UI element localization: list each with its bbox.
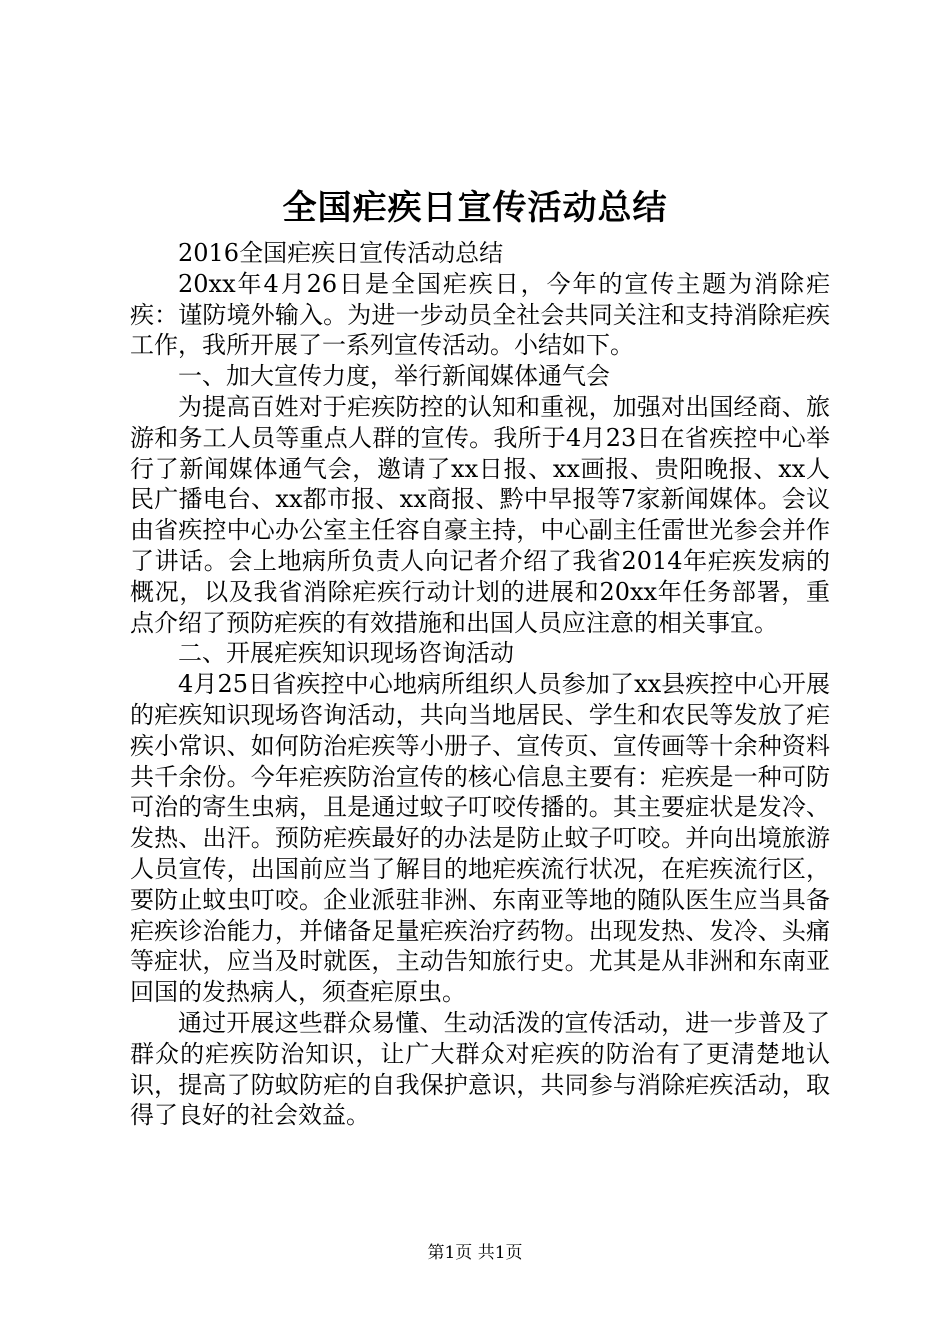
subtitle-paragraph: 2016全国疟疾日宣传活动总结 bbox=[178, 239, 504, 267]
section-heading-2: 二、开展疟疾知识现场咨询活动 bbox=[178, 639, 514, 668]
conclusion-paragraph: 通过开展这些群众易懂、生动活泼的宣传活动，进一步普及了群众的疟疾防治知识，让广大群众对疟疾的防治有了更清楚地认识，提高了防蚊防疟的自我保护意识，共同参与消除疟疾活动，取得了良好的社会效益。 bbox=[130, 1008, 830, 1130]
page-number-footer: 第1页 共1页 bbox=[427, 1243, 523, 1263]
section-heading-1: 一、加大宣传力度，举行新闻媒体通气会 bbox=[178, 362, 610, 391]
section-2-paragraph: 4月25日省疾控中心地病所组织人员参加了xx县疾控中心开展的疟疾知识现场咨询活动，共向当地居民、学生和农民等发放了疟疾小常识、如何防治疟疾等小册子、宣传页、宣传画等十余种资料共千余份。今年疟疾防治宣传的核心信息主要有：疟疾是一种可防可治的寄生虫病，且是通过蚊子叮咬传播的。其主要症状是发冷、发热、出汗。预防疟疾最好的办法是防止蚊子叮咬。并向出境旅游人员宣传，出国前应当了解目的地疟疾流行状况，在疟疾流行区，要防止蚊虫叮咬。企业派驻非洲、东南亚等地的随队医生应当具备疟疾诊治能力，并储备足量疟疾治疗药物。出现发热、发冷、头痛等症状，应当及时就医，主动告知旅行史。尤其是从非洲和东南亚回国的发热病人，须查疟原虫。 bbox=[130, 670, 830, 1007]
document-body bbox=[130, 238, 830, 1131]
intro-paragraph: 20xx年4月26日是全国疟疾日，今年的宣传主题为消除疟疾：谨防境外输入。为进一步动员全社会共同关注和支持消除疟疾工作，我所开展了一系列宣传活动。小结如下。 bbox=[130, 269, 830, 360]
document-title: 全国疟疾日宣传活动总结 bbox=[282, 188, 668, 228]
section-1-paragraph: 为提高百姓对于疟疾防控的认知和重视，加强对出国经商、旅游和务工人员等重点人群的宣传。我所于4月23日在省疾控中心举行了新闻媒体通气会，邀请了xx日报、xx画报、贵阳晚报、xx人民广播电台、xx都市报、xx商报、黔中早报等7家新闻媒体。会议由省疾控中心办公室主任容自豪主持，中心副主任雷世光参会并作了讲话。会上地病所负责人向记者介绍了我省2014年疟疾发病的概况，以及我省消除疟疾行动计划的进展和20xx年任务部署，重点介绍了预防疟疾的有效措施和出国人员应注意的相关事宜。 bbox=[130, 392, 830, 637]
